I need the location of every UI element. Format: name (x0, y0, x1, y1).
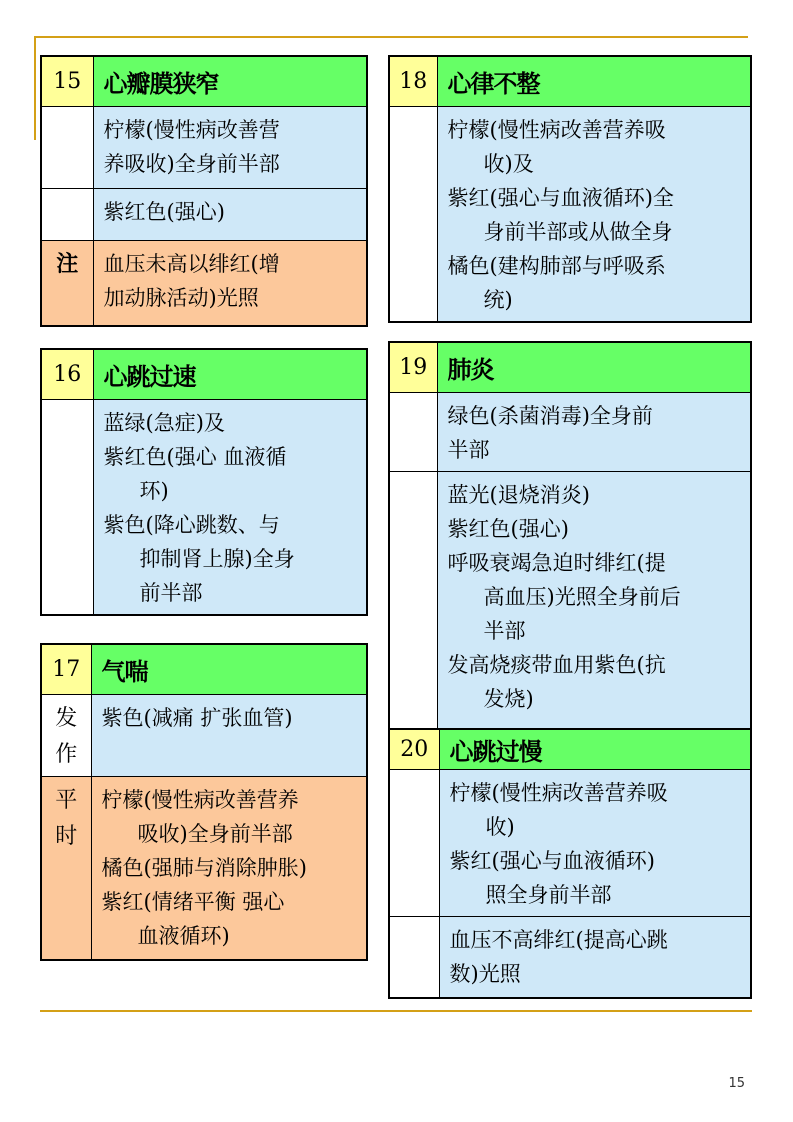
row-label (389, 769, 439, 916)
card-title: 心律不整 (437, 56, 751, 106)
card-18 (388, 55, 752, 323)
row-label (41, 188, 93, 240)
text-line: 收)及 (483, 151, 534, 176)
text-line: 抑制肾上腺)全身 (139, 546, 295, 571)
text-line: 紫色(减痛 扩张血管) (101, 705, 293, 730)
text-line: 血液循环) (137, 923, 230, 948)
text-line: 环) (139, 478, 169, 503)
card-number: 17 (41, 644, 91, 694)
row-content (93, 106, 367, 188)
label-line: 平 (55, 787, 78, 813)
text-line: 蓝绿(急症)及 (103, 410, 225, 435)
text-line: 紫红色(强心 血液循 (103, 444, 287, 469)
text-line: 发烧) (483, 686, 534, 711)
row-label (389, 471, 437, 733)
top-rule (34, 36, 748, 38)
row-label (41, 776, 91, 960)
text-line: 蓝光(退烧消炎) (447, 482, 590, 507)
text-line: 前半部 (139, 580, 203, 605)
text-line: 血压不高绯红(提高心跳 (449, 927, 668, 952)
top-left-rule (34, 36, 36, 140)
row-content (437, 106, 751, 322)
card-17 (40, 643, 368, 961)
text-line: 紫红色(强心) (447, 516, 569, 541)
card-16 (40, 348, 368, 616)
row-content (439, 916, 751, 998)
text-line: 柠檬(慢性病改善营养 (101, 787, 299, 812)
text-line: 紫红色(强心) (103, 199, 225, 224)
row-content (91, 694, 367, 776)
card-20 (388, 728, 752, 999)
row-label (389, 106, 437, 322)
text-line: 照全身前半部 (485, 882, 612, 907)
text-line: 身前半部或从做全身 (483, 219, 673, 244)
row-label (41, 694, 91, 776)
text-line: 橘色(强肺与消除肿胀) (101, 855, 307, 880)
text-line: 紫红(情绪平衡 强心 (101, 889, 285, 914)
label-line: 时 (55, 823, 78, 849)
text-line: 柠檬(慢性病改善营养吸 (447, 117, 666, 142)
row-label-note: 注 (41, 240, 93, 326)
text-line: 发高烧痰带血用紫色(抗 (447, 652, 666, 677)
card-title: 心跳过慢 (439, 729, 751, 769)
row-label (41, 399, 93, 615)
text-line: 半部 (483, 618, 526, 643)
card-19 (388, 341, 752, 734)
label-line: 作 (55, 741, 78, 767)
text-line: 紫红(强心与血液循环)全 (447, 185, 674, 210)
text-line: 呼吸衰竭急迫时绯红(提 (447, 550, 666, 575)
text-line: 吸收)全身前半部 (137, 821, 293, 846)
text-line: 绿色(杀菌消毒)全身前 (447, 403, 653, 428)
card-number: 20 (389, 729, 439, 769)
row-content (437, 471, 751, 733)
row-content (439, 769, 751, 916)
text-line: 柠檬(慢性病改善营 (103, 117, 280, 142)
card-title: 肺炎 (437, 342, 751, 392)
text-line: 紫红(强心与血液循环) (449, 848, 655, 873)
row-content (93, 399, 367, 615)
text-line: 橘色(建构肺部与呼吸系 (447, 253, 666, 278)
bottom-rule (40, 1010, 752, 1012)
text-line: 数)光照 (449, 961, 521, 986)
text-line: 紫色(降心跳数、与 (103, 512, 280, 537)
row-content (437, 392, 751, 471)
card-number: 16 (41, 349, 93, 399)
text-line: 高血压)光照全身前后 (483, 584, 681, 609)
card-title: 心跳过速 (93, 349, 367, 399)
row-label (389, 392, 437, 471)
row-content (91, 776, 367, 960)
card-number: 19 (389, 342, 437, 392)
text-line: 收) (485, 814, 515, 839)
text-line: 血压未高以绯红(增 (103, 251, 280, 276)
text-line: 加动脉活动)光照 (103, 285, 259, 310)
card-number: 15 (41, 56, 93, 106)
row-label (389, 916, 439, 998)
page-number: 15 (728, 1076, 745, 1091)
card-15 (40, 55, 368, 327)
text-line: 养吸收)全身前半部 (103, 151, 280, 176)
text-line: 统) (483, 287, 513, 312)
card-title: 心瓣膜狭窄 (93, 56, 367, 106)
card-title: 气喘 (91, 644, 367, 694)
card-number: 18 (389, 56, 437, 106)
row-label (41, 106, 93, 188)
text-line: 半部 (447, 437, 490, 462)
row-content (93, 188, 367, 240)
row-content (93, 240, 367, 326)
text-line: 柠檬(慢性病改善营养吸 (449, 780, 668, 805)
label-line: 发 (55, 705, 78, 731)
